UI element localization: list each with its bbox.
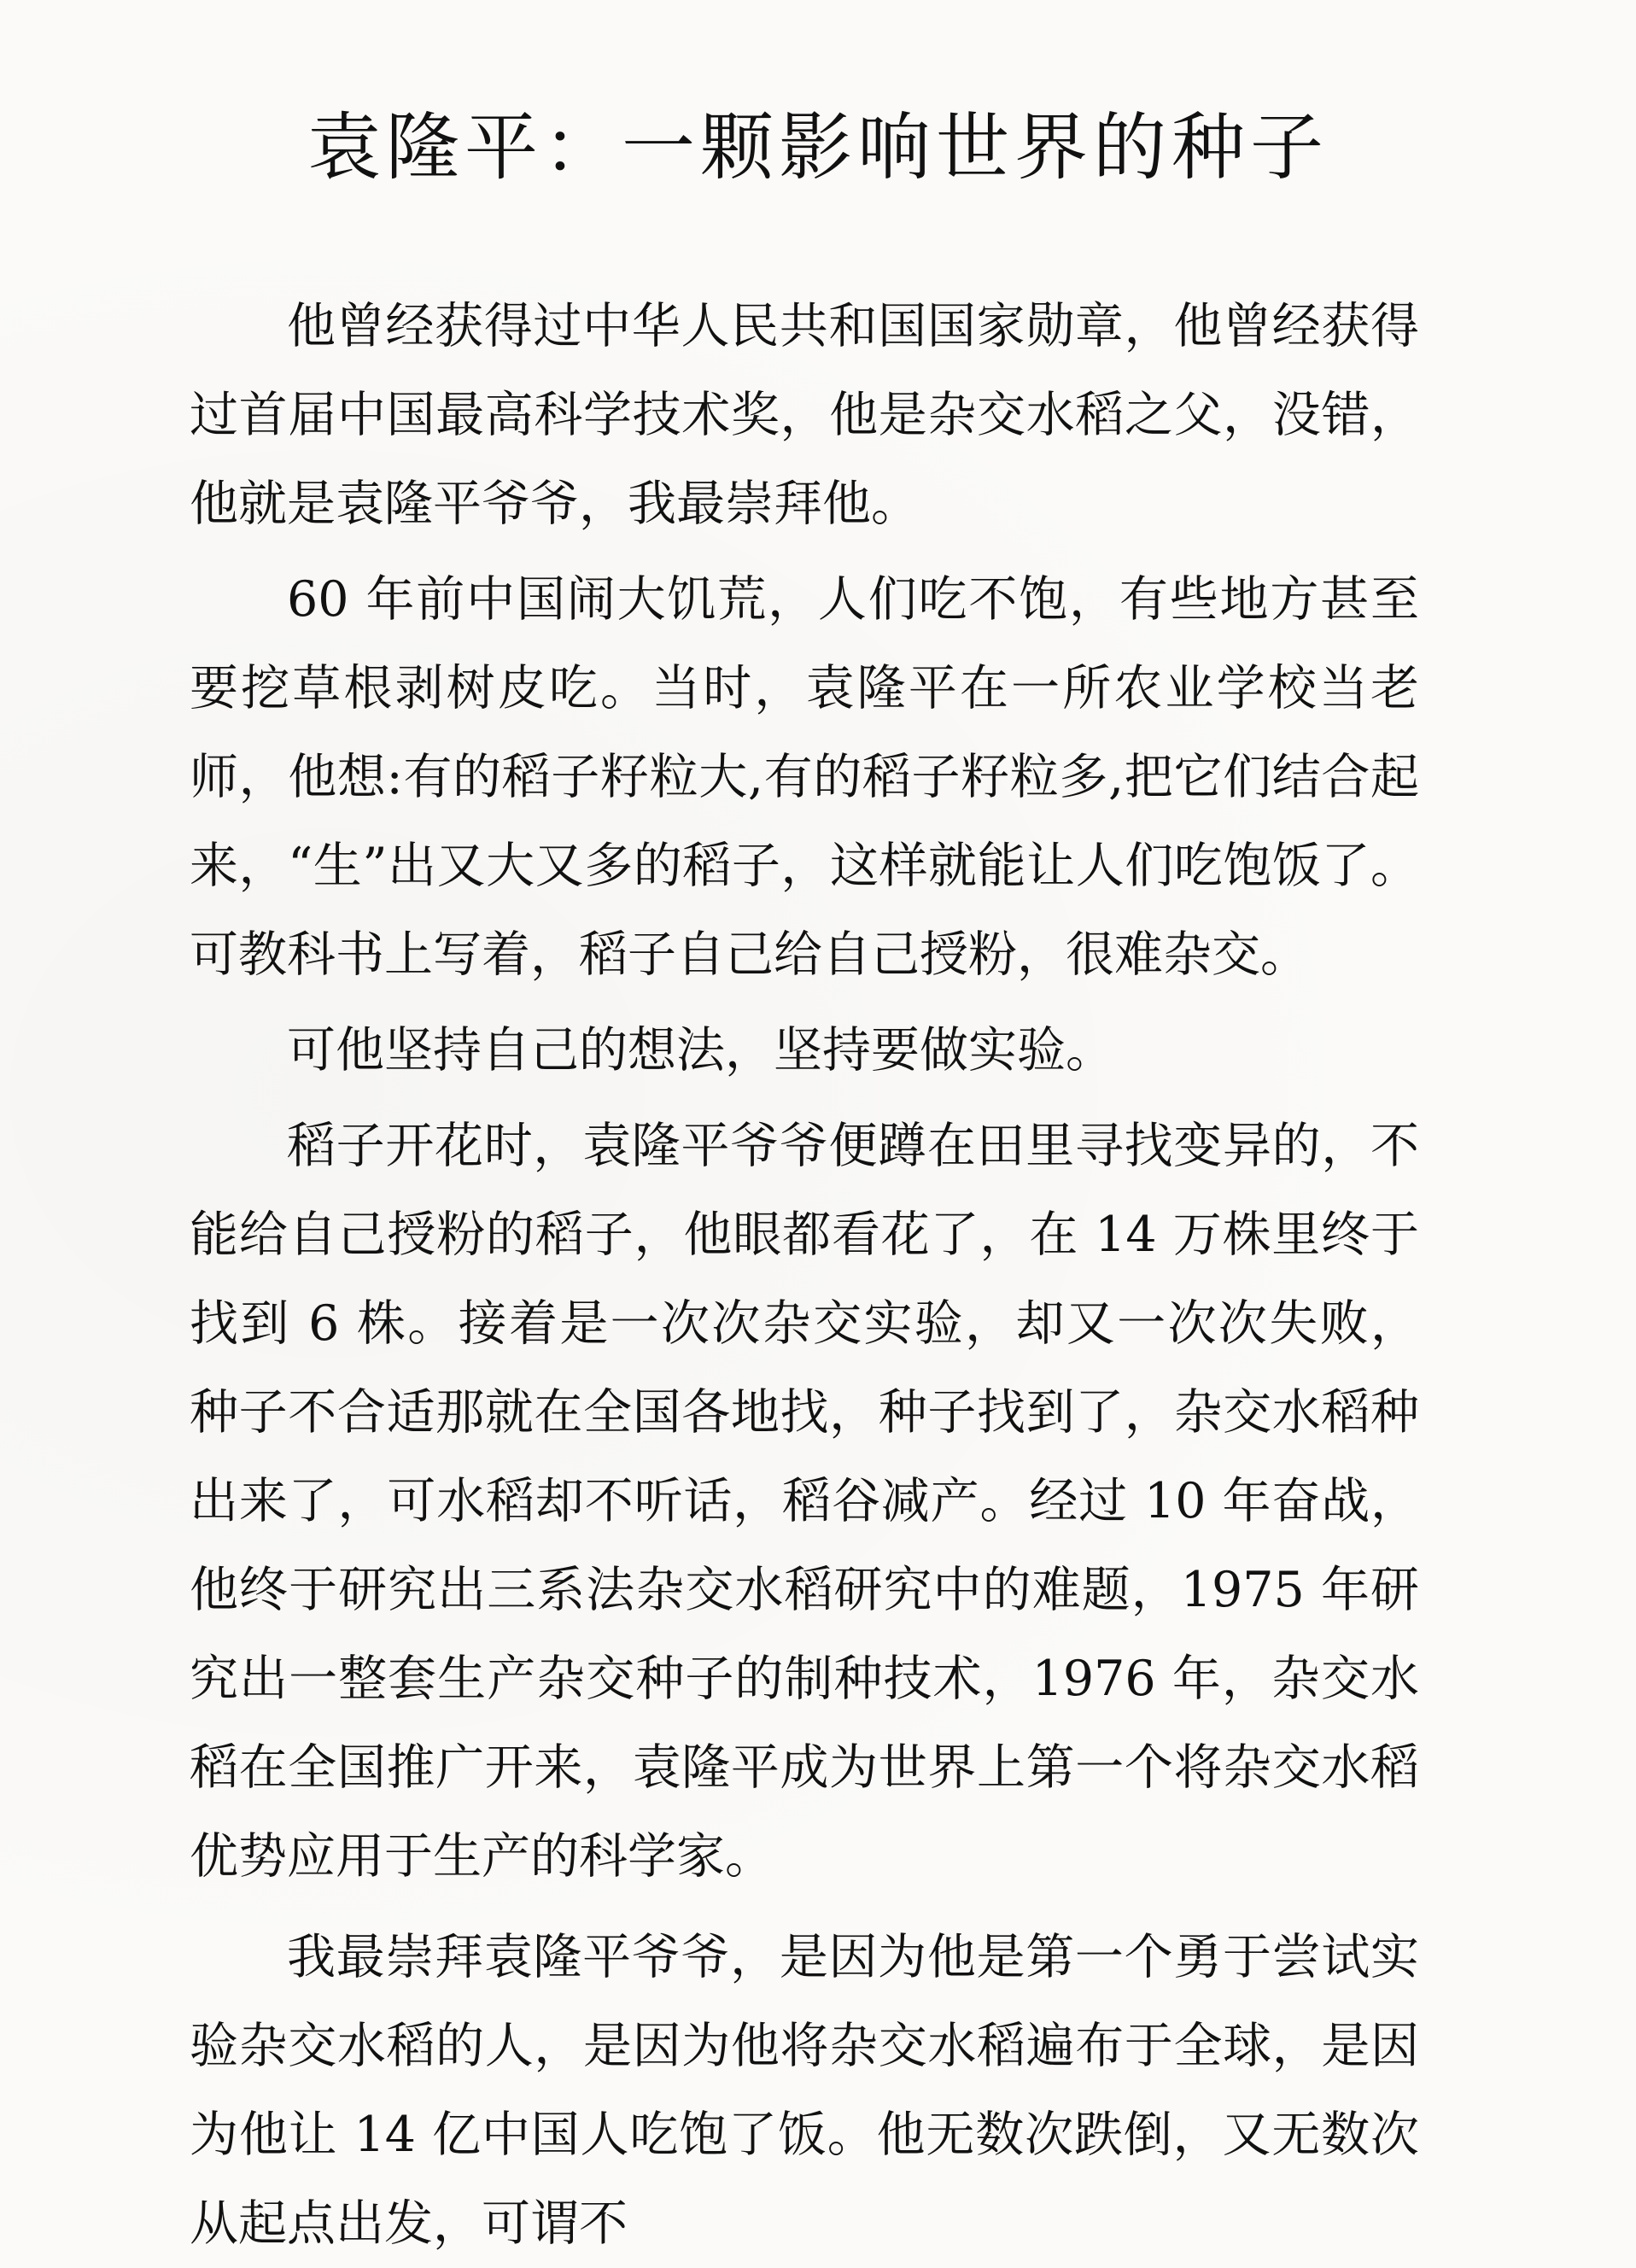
paragraph-4: 稻子开花时，袁隆平爷爷便蹲在田里寻找变异的，不能给自己授粉的稻子，他眼都看花了，在 14 万株里终于找到 6 株。接着是一次次杂交实验，却又一次次失败，种子不合适那就在全国各地找，种子找到了，杂交水稻种出来了，可水稻却不听话，稻谷减产。经过 10 年奋战，他终于研究出三系法杂交水稻研究中的难题，1975 年研究出一整套生产杂交种子的制种技术，1976 年，杂交水稻在全国推广开来，袁隆平成为世界上第一个将杂交水稻优势应用于生产的科学家。	[190, 1118, 1419, 1885]
paragraph-5: 我最崇拜袁隆平爷爷，是因为他是第一个勇于尝试实验杂交水稻的人，是因为他将杂交水稻遍布于全球，是因为他让 14 亿中国人吃饱了饭。他无数次跌倒，又无数次从起点出发，可谓不	[190, 1929, 1419, 2252]
document-body	[190, 282, 1419, 2268]
paragraph-3: 可他坚持自己的想法，坚持要做实验。	[287, 1022, 1114, 1078]
document-title: 袁隆平：一颗影响世界的种子	[307, 105, 1329, 190]
paragraph-1: 他曾经获得过中华人民共和国国家勋章，他曾经获得过首届中国最高科学技术奖，他是杂交水稻之父，没错，他就是袁隆平爷爷，我最崇拜他。	[190, 298, 1419, 532]
paragraph-2: 60 年前中国闹大饥荒，人们吃不饱，有些地方甚至要挖草根剥树皮吃。当时，袁隆平在一所农业学校当老师，他想:有的稻子籽粒大,有的稻子籽粒多,把它们结合起来，“生”出又大又多的稻子，这样就能让人们吃饱饭了。可教科书上写着，稻子自己给自己授粉，很难杂交。	[190, 571, 1419, 983]
